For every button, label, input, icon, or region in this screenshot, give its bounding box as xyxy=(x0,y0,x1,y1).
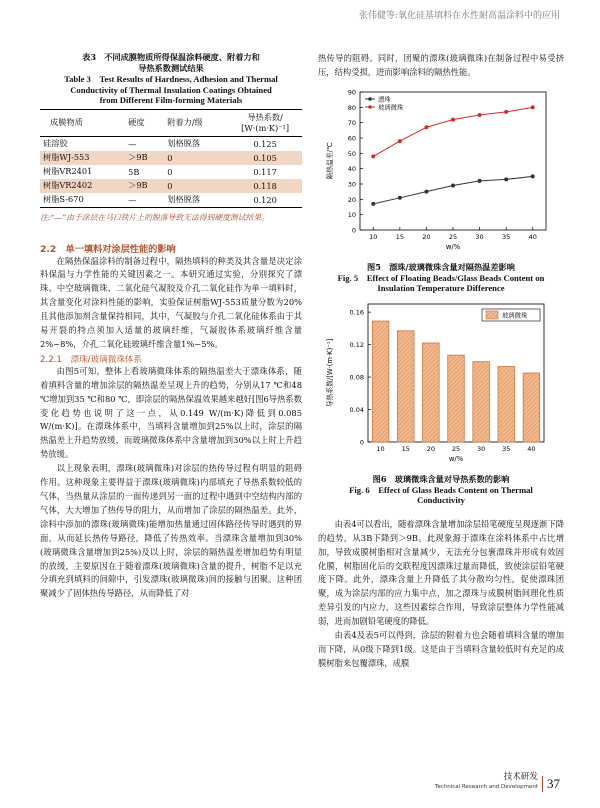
x-tick-label: 30 xyxy=(475,232,484,241)
caption-line: 表3 不同成膜物质所得保温涂料硬度、附着力和 xyxy=(82,52,260,62)
col-header: 成膜物质 xyxy=(50,117,83,127)
journal-cn: 技术研发 xyxy=(503,772,538,782)
left-column xyxy=(40,52,302,601)
x-axis-label: w/% xyxy=(445,242,461,251)
table3-caption-cn xyxy=(40,52,302,74)
legend-label: 漂珠 xyxy=(378,96,391,104)
cell: 划格脱落 xyxy=(167,194,201,204)
x-tick-label: 40 xyxy=(528,232,537,241)
cell: 划格脱落 xyxy=(167,138,201,148)
x-tick-label: 25 xyxy=(448,232,458,241)
x-tick-label: 15 xyxy=(395,232,404,241)
data-point xyxy=(424,189,428,193)
bar xyxy=(498,366,515,441)
figure-5 xyxy=(318,84,564,294)
caption-line: Fig. 5 Effect of Floating Beads/Glass Beads Content on xyxy=(337,272,545,283)
cell: ＞9B xyxy=(128,152,148,162)
fig6-bar-chart xyxy=(318,298,564,470)
table-row xyxy=(40,151,302,165)
x-tick-label: 20 xyxy=(422,232,431,241)
table-row xyxy=(40,165,302,179)
journal-en: Technical Research and Development xyxy=(434,784,538,790)
caption-line: Conductivity xyxy=(417,495,465,506)
data-point xyxy=(398,139,402,143)
fig6-caption-cn: 图6 玻璃微珠含量对导热系数的影响 xyxy=(372,473,510,484)
data-point xyxy=(504,110,508,114)
bar xyxy=(372,321,389,442)
running-header: 张伟健等:氧化硅基填料在水性耐高温涂料中的应用 xyxy=(358,11,560,21)
fig5-caption-en xyxy=(318,273,564,294)
y-tick-label: 40 xyxy=(347,164,356,173)
caption-line: Table 3 Test Results of Hardness, Adhesion and Thermal xyxy=(64,74,278,84)
cell: 0.120 xyxy=(253,194,277,205)
bar xyxy=(448,355,465,442)
legend-marker xyxy=(368,97,372,101)
y-tick-label: 10 xyxy=(347,210,356,219)
data-point xyxy=(504,177,508,181)
table-row xyxy=(40,136,302,151)
table-row xyxy=(40,179,302,193)
data-point xyxy=(478,179,482,183)
x-tick-label: 40 xyxy=(527,444,536,453)
data-point xyxy=(398,196,402,200)
caption-line: Insulation Temperature Difference xyxy=(377,283,505,294)
series-line-glass-beads xyxy=(373,107,532,156)
paragraph: 热传导的阻碍。同时，团聚的漂珠(玻璃微珠)在制备过程中易受挤压，结构受损，进而影响涂料的隔热性能。 xyxy=(318,53,564,77)
figure-6 xyxy=(318,298,564,506)
y-tick-label: 30 xyxy=(347,180,356,189)
col-header xyxy=(228,109,302,136)
section-title-2-2-1: 2.2.1 漂珠/玻璃微珠体系 xyxy=(40,354,143,365)
cell: — xyxy=(128,194,137,205)
y-axis-label: 隔热温差/℃ xyxy=(326,142,334,180)
data-point xyxy=(424,125,428,129)
cell: 0.125 xyxy=(253,138,277,149)
x-axis-label: w/% xyxy=(448,454,464,463)
journal-name xyxy=(435,772,538,792)
y-tick-label: 60 xyxy=(347,134,356,143)
header-line: [W·(m·K)⁻¹] xyxy=(241,122,290,133)
table-row xyxy=(40,193,302,208)
data-point xyxy=(531,105,535,109)
cell: 树脂VR2402 xyxy=(43,180,93,190)
legend-swatch xyxy=(486,311,498,319)
bar xyxy=(397,331,414,442)
cell: 0 xyxy=(167,166,173,177)
x-tick-label: 15 xyxy=(401,444,410,453)
x-tick-label: 35 xyxy=(502,444,511,453)
cell: 树脂VR2401 xyxy=(43,166,93,176)
y-tick-label: 0.12 xyxy=(349,340,364,349)
section-title-2-2: 2.2 单一填料对涂层性能的影响 xyxy=(40,243,176,255)
data-point xyxy=(451,117,455,121)
col-header: 附着力/级 xyxy=(167,117,203,127)
x-tick-label: 35 xyxy=(502,232,511,241)
y-tick-label: 90 xyxy=(347,88,356,97)
y-tick-label: 70 xyxy=(347,118,356,127)
y-tick-label: 0.08 xyxy=(349,373,364,382)
data-point xyxy=(371,154,375,158)
y-tick-label: 80 xyxy=(347,103,356,112)
right-column xyxy=(318,52,564,671)
bar xyxy=(523,373,540,442)
table3-caption-en xyxy=(40,74,302,106)
cell: 0.105 xyxy=(253,152,277,163)
legend-label: 玻璃微珠 xyxy=(502,312,528,320)
plot-frame xyxy=(360,92,546,230)
fig5-caption-cn: 图5 漂珠/玻璃微珠含量对隔热温差影响 xyxy=(367,261,515,272)
y-tick-label: 0.04 xyxy=(349,405,364,414)
fig5-line-chart xyxy=(318,84,564,258)
cell: 树脂WJ-553 xyxy=(43,152,90,162)
x-tick-label: 10 xyxy=(369,232,378,241)
page-footer xyxy=(435,772,560,792)
paragraph: 以上现象表明，漂珠(玻璃微珠)对涂层的热传导过程有明显的阻碍作用。这种现象主要得益于漂珠(玻璃微珠)内部填充了导热系数较低的气体，当热量从涂层的一面传递到另一面的过程中遇到中空结构内部的气体，大大增加了热传导的阻力，从而增加了涂层的隔热温差。此外，涂料中添加的漂珠(玻璃微珠)能增加热量通过固体路径传导时遇到的界面，从而延长热传导路径，降低了传热效率。当漂珠含量增加到30%(玻璃微珠含量增加到25%)及以上时，涂层的隔热温差增加趋势有明显的放缓，主要原因在于随着漂珠(玻璃微珠)含量的提升，树脂不足以充分填充到填料的间隙中，引发漂珠(玻璃微珠)间的接触与团聚。这种团聚减少了固体热传导路径，从而降低了对 xyxy=(40,463,302,599)
table3 xyxy=(40,109,302,208)
caption-line: 导热系数测试结果 xyxy=(138,63,204,73)
cell: 树脂S-670 xyxy=(43,194,84,204)
page-number: 37 xyxy=(542,776,560,792)
bar xyxy=(423,343,440,442)
fig6-caption-en xyxy=(318,485,564,506)
x-tick-label: 30 xyxy=(477,444,486,453)
data-point xyxy=(531,174,535,178)
y-tick-label: 20 xyxy=(347,195,356,204)
header-line: 导热系数/ xyxy=(247,111,283,122)
x-tick-label: 25 xyxy=(451,444,461,453)
cell: 0 xyxy=(167,152,173,163)
y-axis-label: 导热系数/[W·(m·K)⁻¹] xyxy=(326,338,334,408)
y-tick-label: 0 xyxy=(351,226,356,235)
cell: 0.118 xyxy=(253,180,277,191)
x-tick-label: 10 xyxy=(376,444,385,453)
col-header: 硬度 xyxy=(128,117,145,127)
y-tick-label: 0.16 xyxy=(349,308,364,317)
caption-line: Fig. 6 Effect of Glass Beads Content on Thermal xyxy=(349,484,533,495)
cell: 0.117 xyxy=(253,166,277,177)
data-point xyxy=(478,113,482,117)
y-tick-label: 0 xyxy=(359,438,364,447)
legend-marker xyxy=(368,105,372,109)
cell: — xyxy=(128,138,137,149)
data-point xyxy=(451,183,455,187)
caption-line: Conductivity of Thermal Insulation Coatings Obtained xyxy=(70,84,272,95)
cell: 5B xyxy=(128,166,140,177)
caption-line: from Different Film-forming Materials xyxy=(99,95,243,105)
y-tick-label: 50 xyxy=(347,149,356,158)
bar xyxy=(473,361,490,441)
paragraph: 由图5可知，整体上看玻璃微珠体系的隔热温差大于漂珠体系，随着填料含量的增加涂层的隔热温差呈现上升的趋势，分别从17 ℃和48 ℃增加到35 ℃和80 ℃，即涂层的隔热保温效果越来越好[图6导热系数变化趋势也说明了这一点，从0.149 W/(m·K)降低到0.085 W/(m·K)]。在漂珠体系中，当填料含量增加到25%以上时，涂层的隔热温差上升趋势放缓，而玻璃微珠体系中含量增加到30%以上时上升趋势放缓。 xyxy=(40,365,302,460)
x-tick-label: 20 xyxy=(426,444,435,453)
paragraph: 由表4及表5可以得到，涂层的附着力也会随着填料含量的增加而下降，从0级下降到1级。这是由于当填料含量较低时有充足的成膜树脂来包覆漂珠，成膜 xyxy=(318,630,564,668)
table3-note: 注:“—”由于涂层在马口铁片上的脱落导致无法得到硬度测试结果。 xyxy=(40,212,269,222)
legend-label: 玻璃微珠 xyxy=(378,104,404,112)
cell: 0 xyxy=(167,180,173,191)
cell: 硅溶胶 xyxy=(43,138,68,148)
series-line-floating-beads xyxy=(373,176,532,204)
paragraph: 在隔热保温涂料的制备过程中，隔热填料的种类及其含量是决定涂料保温与力学性能的关键因素之一。本研究通过实验，分别探究了漂珠、中空玻璃微珠、二氧化硅气凝胶及介孔二氧化硅作为单一填料时，其含量变化对涂料性能的影响，实验保证树脂WJ-553质量分数为20%且其他添加剂含量保持相同，其中，气凝胶与介孔二氧化硅体系由于其易开裂的特点须加入适量的玻璃纤维，气凝胶体系玻璃纤维含量2%~8%，介孔二氧化硅玻璃纤维含量1%~5%。 xyxy=(40,255,302,349)
paragraph: 由表4可以看出，随着漂珠含量增加涂层铅笔硬度呈现逐渐下降的趋势，从3B下降到＞9B。此现象源于漂珠在涂料体系中占比增加，导致成膜树脂相对含量减少，无法充分包裹漂珠并形成有效固化膜，树脂固化后的交联程度因漂珠过量而降低，致使涂层铅笔硬度下降。此外，漂珠含量上升降低了其分散均匀性，促使漂珠团聚，成为涂层内部的应力集中点，加之漂珠与成膜树脂间理化性质差异引发的内应力，这些因素综合作用，导致涂层整体力学性能减弱，进而加剧铅笔硬度的降低。 xyxy=(318,518,564,627)
cell: ＞9B xyxy=(128,180,148,190)
data-point xyxy=(371,202,375,206)
